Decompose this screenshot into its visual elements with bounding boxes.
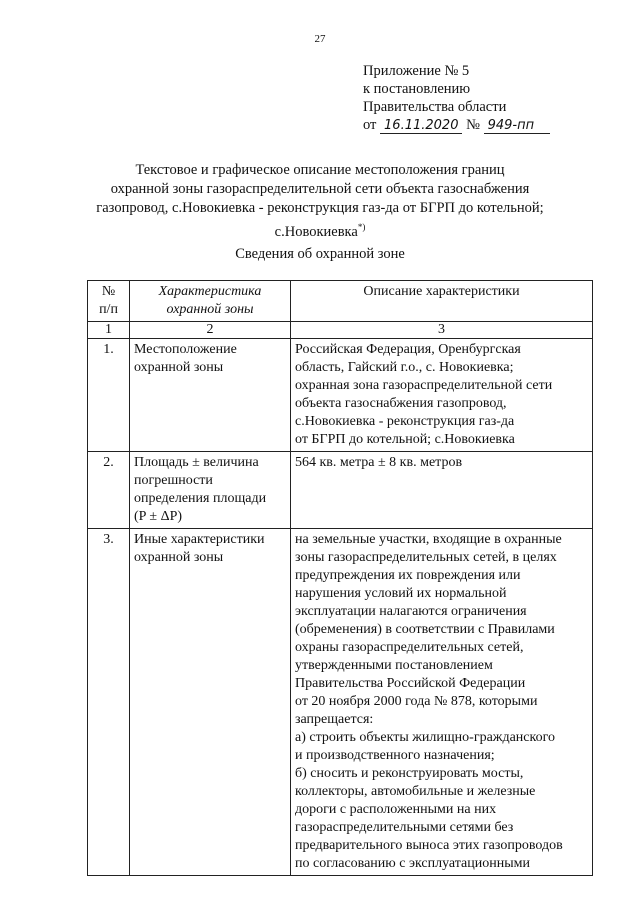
text-line: (обременения) в соответствии с Правилами	[295, 622, 555, 637]
row-description	[291, 452, 593, 529]
text-line: дороги с расположенными на них	[295, 802, 497, 817]
handwritten-number: 949-пп	[484, 118, 550, 134]
text-line: на земельные участки, входящие в охранные	[295, 532, 562, 547]
text-line: предварительного выноса этих газопроводов	[295, 838, 563, 853]
header-number-line-2: п/п	[99, 302, 118, 317]
row-characteristic	[130, 452, 291, 529]
text-line: Правительства Российской Федерации	[295, 676, 526, 691]
handwritten-date: 16.11.2020	[380, 118, 462, 134]
text-line: предупреждения их повреждения или	[295, 568, 521, 583]
header-characteristic-line-1: Характеристика	[158, 284, 262, 299]
number-label: №	[466, 117, 480, 133]
text-line: от 20 ноября 2000 года № 878, которыми	[295, 694, 538, 709]
text-line: Местоположение	[134, 342, 237, 357]
appendix-line-3: Правительства области	[363, 99, 507, 115]
appendix-line-1: Приложение № 5	[363, 63, 470, 79]
text-line: газораспределительными сетями без	[295, 820, 514, 835]
text-line: определения площади	[134, 491, 267, 506]
text-line: охранная зона газораспределительной сети	[295, 378, 553, 393]
appendix-block	[363, 62, 550, 134]
text-line: а) строить объекты жилищно-гражданского	[295, 730, 555, 745]
table-header-row	[88, 281, 593, 322]
header-description: Описание характеристики	[291, 281, 593, 322]
text-line: Площадь ± величина	[134, 455, 259, 470]
from-label: от	[363, 117, 377, 133]
table-row	[88, 339, 593, 452]
index-cell: 2	[130, 322, 291, 339]
text-line: по согласованию с эксплуатационными	[295, 856, 530, 871]
row-characteristic	[130, 339, 291, 452]
table-row	[88, 529, 593, 876]
text-line: эксплуатации налагаются ограничения	[295, 604, 527, 619]
text-line: 564 кв. метра ± 8 кв. метров	[295, 455, 463, 470]
text-line: зоны газораспределительных сетей, в целях	[295, 550, 557, 565]
text-line: от БГРП до котельной; с.Новокиевка	[295, 432, 515, 447]
appendix-line-2: к постановлению	[363, 81, 471, 97]
header-number-line-1: №	[101, 284, 116, 299]
text-line: с.Новокиевка - реконструкция газ-да	[295, 414, 515, 429]
index-cell: 1	[88, 322, 130, 339]
text-line: Российская Федерация, Оренбургская	[295, 342, 521, 357]
title-line-4-wrap	[40, 218, 600, 242]
row-number: 3.	[88, 529, 130, 876]
text-line: Иные характеристики	[134, 532, 265, 547]
table-index-row	[88, 322, 593, 339]
text-line: объекта газоснабжения газопровод,	[295, 396, 507, 411]
text-line: область, Гайский г.о., с. Новокиевка;	[295, 360, 514, 375]
text-line: погрешности	[134, 473, 213, 488]
zone-info-table	[87, 280, 593, 876]
page-number: 27	[314, 33, 326, 45]
text-line: охранной зоны	[134, 360, 224, 375]
table-row	[88, 452, 593, 529]
title-line-3: газопровод, с.Новокиевка - реконструкция газ-да от БГРП до котельной;	[96, 200, 544, 216]
row-characteristic	[130, 529, 291, 876]
document-title	[40, 161, 600, 242]
footnote-mark: *)	[357, 222, 366, 232]
text-line: коллекторы, автомобильные и железные	[295, 784, 536, 799]
row-description	[291, 529, 593, 876]
title-line-1: Текстовое и графическое описание местоположения границ	[135, 162, 505, 178]
row-number: 2.	[88, 452, 130, 529]
title-line-2: охранной зоны газораспределительной сети объекта газоснабжения	[110, 181, 530, 197]
section-subtitle: Сведения об охранной зоне	[235, 246, 405, 262]
title-line-4: с.Новокиевка	[274, 223, 358, 240]
header-number	[88, 281, 130, 322]
header-characteristic	[130, 281, 291, 322]
appendix-date-line	[363, 116, 550, 134]
header-characteristic-line-2: охранной зоны	[166, 302, 254, 317]
text-line: утвержденными постановлением	[295, 658, 493, 673]
index-cell: 3	[291, 322, 593, 339]
text-line: б) сносить и реконструировать мосты,	[295, 766, 524, 781]
text-line: (P ± ΔP)	[134, 509, 183, 524]
text-line: и производственного назначения;	[295, 748, 495, 763]
text-line: запрещается:	[295, 712, 374, 727]
row-number: 1.	[88, 339, 130, 452]
text-line: охранной зоны	[134, 550, 224, 565]
row-description	[291, 339, 593, 452]
text-line: охраны газораспределительных сетей,	[295, 640, 524, 655]
text-line: нарушения условий их нормальной	[295, 586, 507, 601]
